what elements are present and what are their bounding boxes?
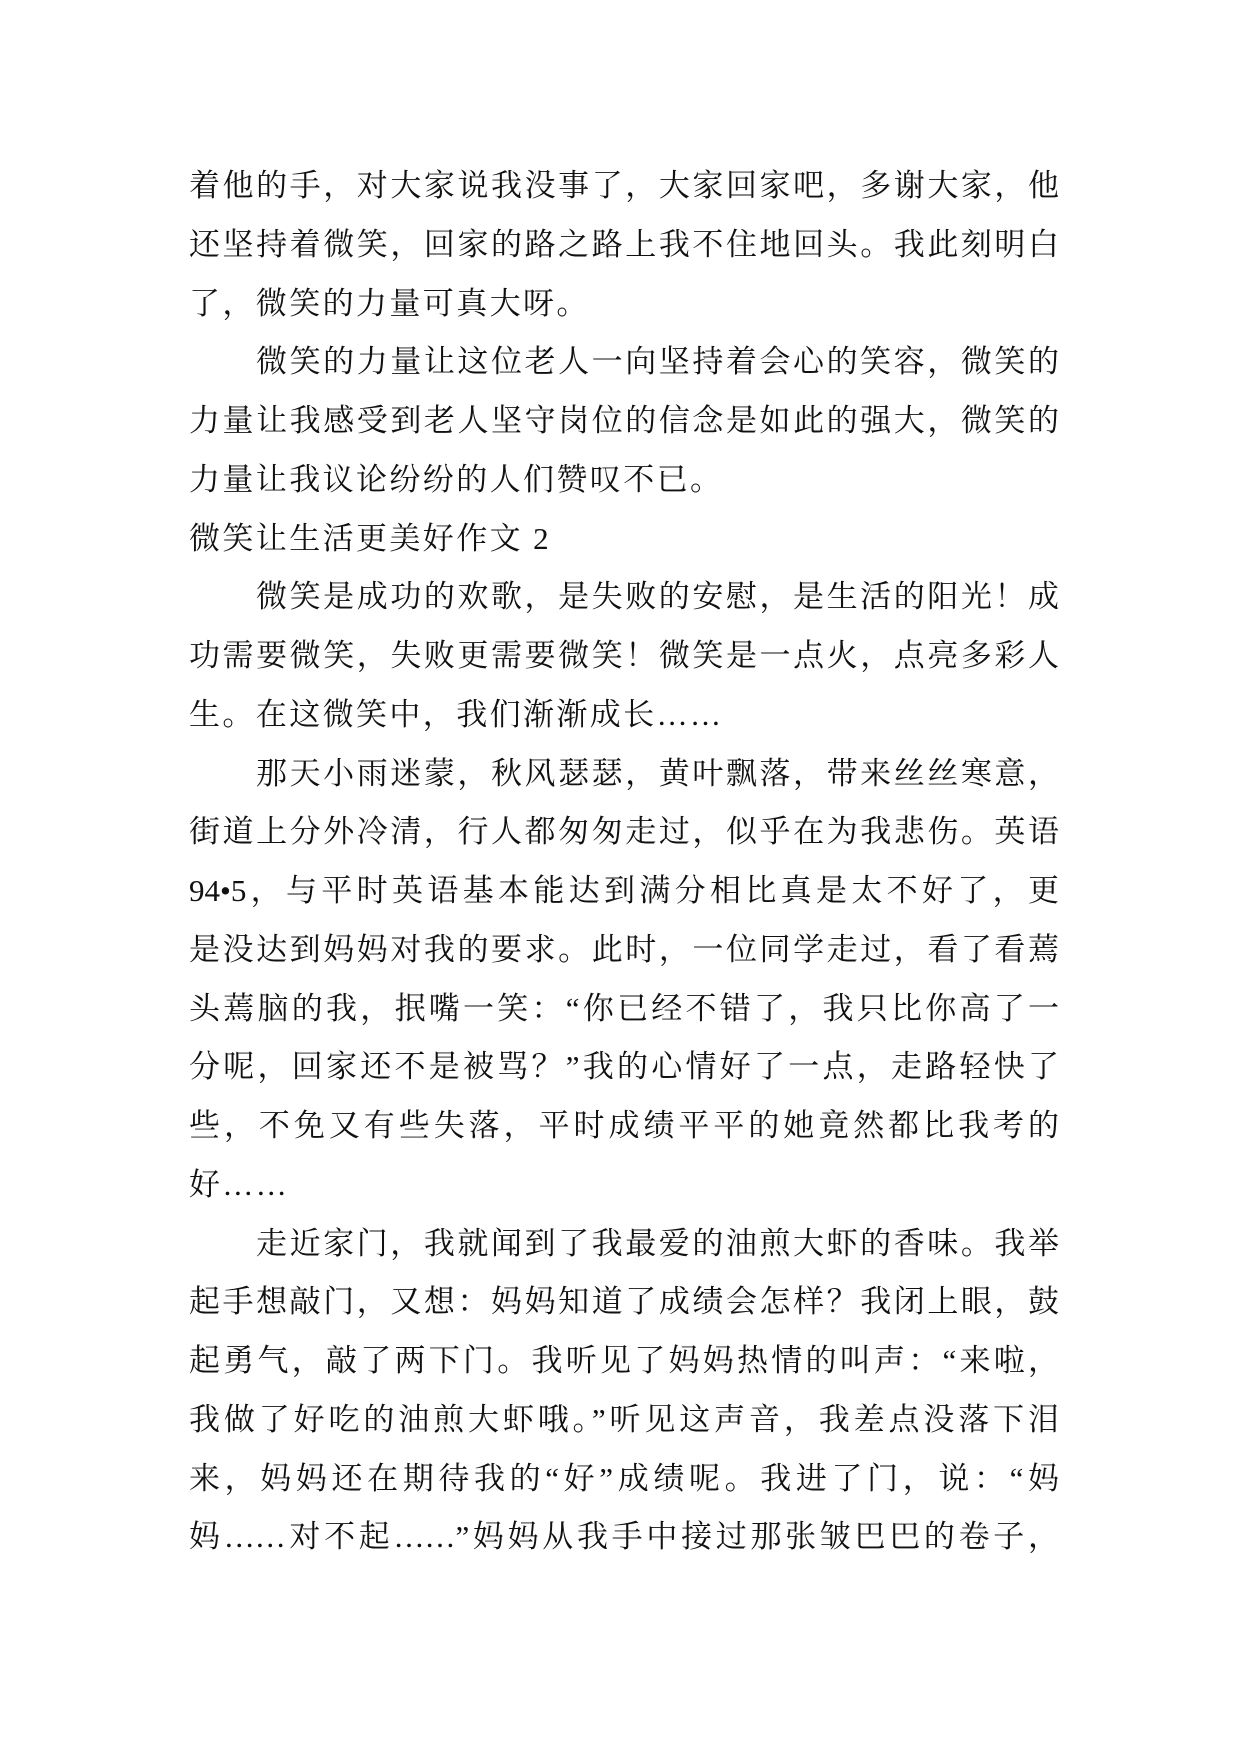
text-line: 是没达到妈妈对我的要求。此时，一位同学走过，看了看蔫	[189, 931, 1059, 967]
text-line: 妈……对不起……”妈妈从我手中接过那张皱巴巴的卷子，	[189, 1519, 1059, 1555]
text-line: 力量让我议论纷纷的人们赞叹不已。	[189, 461, 724, 497]
text-line: 些，不免又有些失落，平时成绩平平的她竟然都比我考的	[189, 1108, 1059, 1143]
text-line: 微笑是成功的欢歌，是失败的安慰，是生活的阳光！成	[256, 579, 1059, 615]
text-line: 94•5，与平时英语基本能达到满分相比真是太不好了，更	[189, 873, 1059, 908]
text-line: 好……	[189, 1166, 290, 1202]
text-line: 生。在这微笑中，我们渐渐成长……	[189, 696, 724, 732]
text-line: 力量让我感受到老人坚守岗位的信念是如此的强大，微笑的	[189, 403, 1059, 438]
essay-title: 微笑让生活更美好作文 2	[189, 520, 552, 556]
text-line: 微笑的力量让这位老人一向坚持着会心的笑容，微笑的	[256, 344, 1059, 380]
text-line: 我做了好吃的油煎大虾哦。”听见这声音，我差点没落下泪	[189, 1401, 1059, 1437]
text-line: 来，妈妈还在期待我的“好”成绩呢。我进了门，说：“妈	[189, 1460, 1059, 1496]
paragraph	[189, 1215, 1059, 1568]
text-line: 街道上分外冷清，行人都匆匆走过，似乎在为我悲伤。英语	[189, 814, 1059, 850]
text-line: 头蔫脑的我，抿嘴一笑：“你已经不错了，我只比你高了一	[189, 990, 1059, 1026]
paragraph	[189, 745, 1059, 1215]
text-line: 走近家门，我就闻到了我最爱的油煎大虾的香味。我举	[256, 1225, 1059, 1261]
text-line: 还坚持着微笑，回家的路之路上我不住地回头。我此刻明白	[189, 226, 1059, 262]
text-line: 分呢，回家还不是被骂？”我的心情好了一点，走路轻快了	[189, 1049, 1059, 1085]
text-line: 了，微笑的力量可真大呀。	[189, 285, 590, 321]
document-body	[189, 157, 1059, 1567]
text-line: 功需要微笑，失败更需要微笑！微笑是一点火，点亮多彩人	[189, 638, 1059, 673]
paragraph	[189, 568, 1059, 744]
text-line: 着他的手，对大家说我没事了，大家回家吧，多谢大家，他	[189, 168, 1059, 203]
text-line: 起手想敲门，又想：妈妈知道了成绩会怎样？我闭上眼，鼓	[189, 1284, 1059, 1320]
text-line: 那天小雨迷蒙，秋风瑟瑟，黄叶飘落，带来丝丝寒意，	[256, 755, 1059, 791]
paragraph	[189, 333, 1059, 509]
text-line: 起勇气，敲了两下门。我听见了妈妈热情的叫声：“来啦，	[189, 1343, 1059, 1378]
paragraph	[189, 157, 1059, 333]
